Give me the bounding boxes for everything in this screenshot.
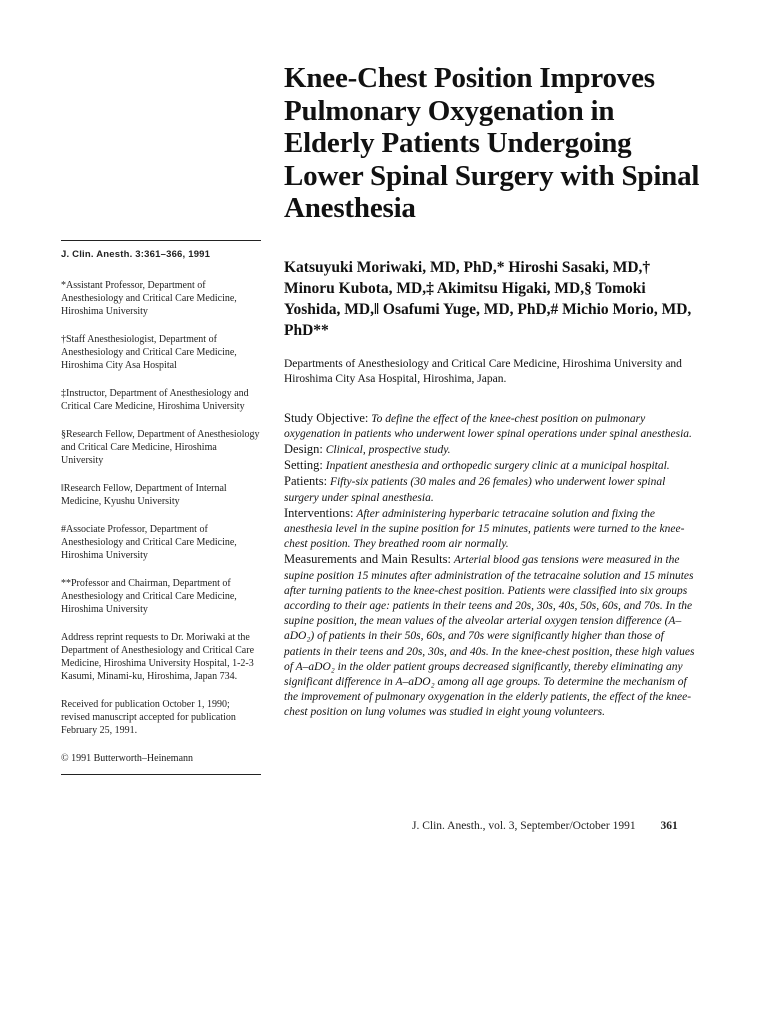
- abstract-label: Design:: [284, 441, 323, 456]
- abstract-text: Arterial blood gas tensions were measured in the supine position 15 minutes after administration of the tetracaine solution and 15 minutes after turning patients to the knee-chest position. Patients were classified into six groups according to their age: patients in their teens and 20s, 30s, 40s, 50s, 60s, and 70s. In the supine position, the mean values of the alveolar arterial oxygen tension difference (A–aDO₂) of patients in their 50s, 60s, and 70s were significantly higher than those of patients in their teens and 20s, 30s, and 40s. In the knee-chest position, these high values of A–aDO₂ in the older patient groups decreased significantly, thereby eliminating any significant difference in A–aDO₂ among all age groups. To determine the mechanism of the improvement of pulmonary oxygenation in the elderly patients, the effect of the knee-chest position on lung volumes was studied in eight young volunteers.: [284, 554, 695, 719]
- abstract-label: Setting:: [284, 458, 323, 473]
- abstract-label: Patients:: [284, 474, 328, 489]
- article-header: [284, 62, 702, 721]
- abstract-text: Inpatient anesthesia and orthopedic surgery clinic at a municipal hospital.: [325, 460, 670, 473]
- page-number: 361: [660, 820, 678, 832]
- author-note-3: ‡Instructor, Department of Anesthesiology and Critical Care Medicine, Hiroshima University: [61, 388, 249, 412]
- author-note-5: ‖Research Fellow, Department of Internal Medicine, Kyushu University: [61, 483, 227, 507]
- received-dates: Received for publication October 1, 1990; revised manuscript accepted for publication February 25, 1991.: [61, 699, 236, 736]
- footer-citation: J. Clin. Anesth., vol. 3, September/October 1991: [412, 820, 636, 832]
- author-note-2: †Staff Anesthesiologist, Department of Anesthesiology and Critical Care Medicine, Hiroshima City Asa Hospital: [61, 334, 237, 371]
- article-title: Knee-Chest Position Improves Pulmonary Oxygenation in Elderly Patients Undergoing Lower Spinal Surgery with Spinal Anesthesia: [284, 62, 700, 224]
- abstract: [284, 411, 702, 721]
- abstract-label: Study Objective:: [284, 410, 369, 425]
- abstract-label: Interventions:: [284, 505, 354, 520]
- abstract-setting: [284, 458, 702, 474]
- abstract-patients: [284, 474, 702, 505]
- author-note-1: *Assistant Professor, Department of Anesthesiology and Critical Care Medicine, Hiroshima University: [61, 280, 237, 317]
- abstract-results: [284, 552, 702, 720]
- author-list: Katsuyuki Moriwaki, MD, PhD,* Hiroshi Sasaki, MD,† Minoru Kubota, MD,‡ Akimitsu Higaki, MD,§ Tomoki Yoshida, MD,‖ Osafumi Yuge, MD, PhD,# Michio Morio, MD, PhD**: [284, 258, 692, 339]
- abstract-interventions: [284, 506, 702, 553]
- copyright: © 1991 Butterworth–Heinemann: [61, 752, 261, 775]
- abstract-label: Measurements and Main Results:: [284, 552, 451, 567]
- abstract-study-objective: [284, 411, 702, 442]
- reprint-address: Address reprint requests to Dr. Moriwaki at the Department of Anesthesiology and Critical Care Medicine, Hiroshima University Hospital, 1-2-3 Kasumi, Minami-ku, Hiroshima, Japan 734.: [61, 632, 255, 682]
- journal-ref-block: [61, 240, 261, 261]
- abstract-text: To define the effect of the knee-chest position on pulmonary oxygenation in patients who underwent lower spinal operations under spinal anesthesia.: [284, 412, 692, 440]
- author-note-7: **Professor and Chairman, Department of Anesthesiology and Critical Care Medicine, Hiroshima University: [61, 578, 237, 615]
- abstract-text: Clinical, prospective study.: [325, 443, 451, 456]
- abstract-text: After administering hyperbaric tetracaine solution and fixing the anesthesia level in the supine position for 15 minutes, patients were turned to the knee-chest position. They breathed room air normally.: [284, 507, 685, 551]
- page-footer: [412, 820, 678, 832]
- journal-reference: J. Clin. Anesth. 3:361–366, 1991: [61, 249, 211, 260]
- sidebar-notes: [61, 240, 261, 775]
- author-note-4: §Research Fellow, Department of Anesthesiology and Critical Care Medicine, Hiroshima University: [61, 429, 260, 466]
- author-note-6: #Associate Professor, Department of Anesthesiology and Critical Care Medicine, Hiroshima University: [61, 524, 237, 561]
- affiliation: Departments of Anesthesiology and Critical Care Medicine, Hiroshima University and Hiroshima City Asa Hospital, Hiroshima, Japan.: [284, 357, 682, 385]
- abstract-design: [284, 442, 702, 458]
- abstract-text: Fifty-six patients (30 males and 26 females) who underwent lower spinal surgery under spinal anesthesia.: [284, 476, 666, 504]
